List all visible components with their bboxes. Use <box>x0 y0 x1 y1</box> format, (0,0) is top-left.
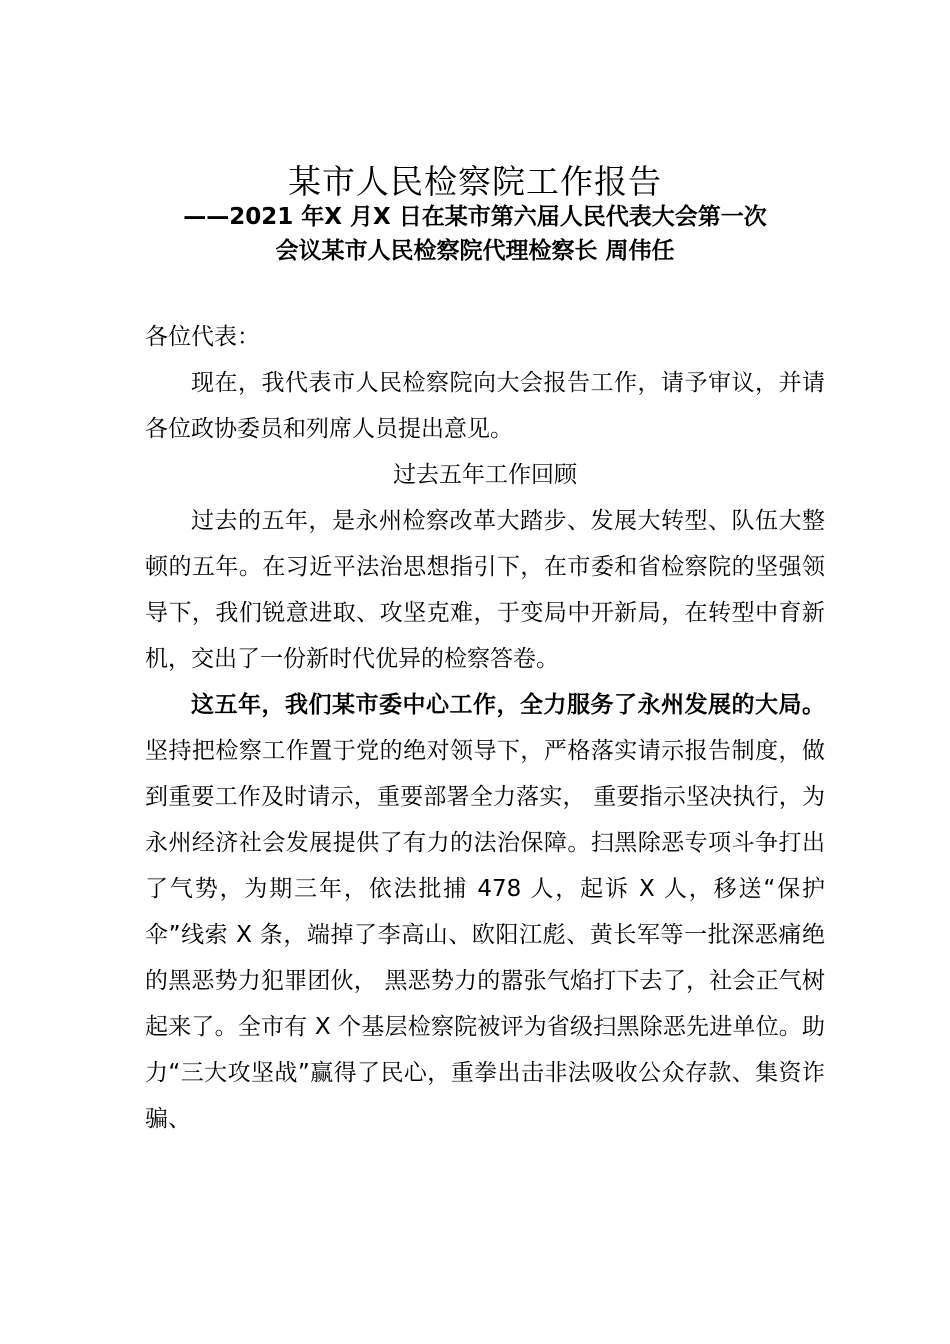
paragraph-review: 过去的五年，是永州检察改革大踏步、发展大转型、队伍大整顿的五年。在习近平法治思想指引下，在市委和省检察院的坚强领导下，我们锐意进取、攻坚克难，于变局中开新局，在转型中育新机，交出了一份新时代优异的检察答卷。 <box>145 508 825 672</box>
paragraph-intro: 现在，我代表市人民检察院向大会报告工作，请予审议，并请各位政协委员和列席人员提出意见。 <box>145 370 825 442</box>
report-subtitle-line-1: ——2021 年X 月X 日在某市第六届人民代表大会第一次 <box>183 204 767 230</box>
section-heading: 过去五年工作回顾 <box>393 462 577 488</box>
paragraph-achievements-text: 坚持把检察工作置于党的绝对领导下，严格落实请示报告制度，做到重要工作及时请示，重要部署全力落实， 重要指示坚决执行，为永州经济社会发展提供了有力的法治保障。扫黑除恶专项斗争打出了气势，为期三年，依法批捕 478 人，起诉 X 人，移送“保护伞”线索 X 条，端掉了李高山、欧阳江彪、黄长军等一批深恶痛绝的黑恶势力犯罪团伙， 黑恶势力的嚣张气焰打下去了，社会正气树起来了。全市有 X 个基层检察院被评为省级扫黑除恶先进单位。助力“三大攻坚战”赢得了民心，重拳出击非法吸收公众存款、集资诈骗、 <box>145 738 825 1132</box>
report-body <box>145 314 825 1142</box>
paragraph-achievements <box>145 682 825 1142</box>
salutation: 各位代表： <box>145 324 260 350</box>
paragraph-lead-bold: 这五年，我们某市委中心工作，全力服务了永州发展的大局。 <box>191 692 825 718</box>
report-title: 某市人民检察院工作报告 <box>288 162 662 201</box>
report-subtitle-line-2: 会议某市人民检察院代理检察长 周伟任 <box>275 238 675 264</box>
